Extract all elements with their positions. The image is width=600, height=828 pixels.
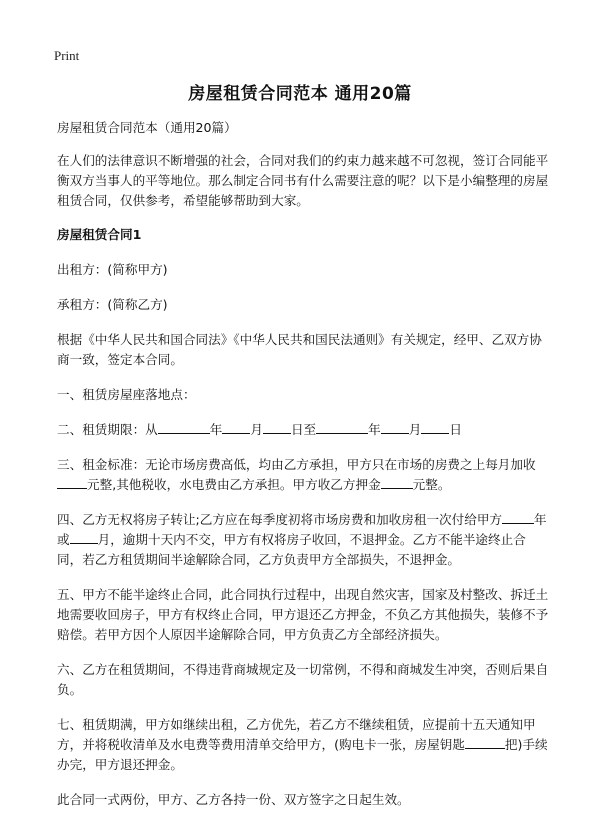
document-body xyxy=(57,118,549,810)
clause-expiry-part2: 把)手续办完，甲方退还押金。 xyxy=(57,737,548,772)
clause-expiry xyxy=(57,715,549,775)
clause-term-day2: 日 xyxy=(449,422,462,437)
blank-line xyxy=(502,510,534,524)
clause-rent-part1: 三、租金标准：无论市场房费高低，均由乙方承担，甲方只在市场的房费之上每月加收 xyxy=(57,457,536,472)
blank-line xyxy=(421,420,449,434)
clause-term xyxy=(57,420,549,440)
section-heading: 房屋租赁合同1 xyxy=(57,227,142,242)
blank-line xyxy=(465,735,505,749)
blank-line xyxy=(222,420,250,434)
blank-line xyxy=(263,420,291,434)
clause-termination: 五、甲方不能半途终止合同，此合同执行过程中，出现自然灾害，国家及村整改、拆迁土地需要收回房子，甲方有权终止合同，甲方退还乙方押金，不负乙方其他损失，装修不予赔偿。若甲方因个人原因半途解除合同，甲方负责乙方全部经济损失。 xyxy=(57,587,549,642)
clause-term-prefix: 二、租赁期限：从 xyxy=(57,422,158,437)
clause-term-month2: 月 xyxy=(408,422,422,437)
document-subtitle: 房屋租赁合同范本（通用20篇） xyxy=(57,120,237,135)
clause-rent xyxy=(57,455,549,495)
clause-location: 一、租赁房屋座落地点： xyxy=(57,387,196,402)
clause-term-year2: 年 xyxy=(368,422,381,437)
blank-line xyxy=(57,475,87,489)
blank-line xyxy=(158,420,210,434)
clause-term-day-to: 日至 xyxy=(290,422,317,437)
blank-line xyxy=(70,530,98,544)
blank-line xyxy=(381,420,409,434)
clause-transfer-year-or: 年或 xyxy=(57,512,547,547)
clause-transfer xyxy=(57,510,549,570)
clause-term-year: 年 xyxy=(209,422,223,437)
clause-transfer-part2: 月，逾期十天内不交，甲方有权将房子收回，不退押金。乙方不能半途终止合同，若乙方租赁期间半途解除合同，乙方负责甲方全部损失，不退押金。 xyxy=(57,532,526,567)
blank-line xyxy=(316,420,368,434)
clause-conduct: 六、乙方在租赁期间，不得违背商城规定及一切常例，不得和商城发生冲突，否则后果自负。 xyxy=(57,662,549,697)
intro-paragraph: 在人们的法律意识不断增强的社会，合同对我们的约束力越来越不可忽视，签订合同能平衡双方当事人的平等地位。那么制定合同书有什么需要注意的呢？以下是小编整理的房屋租赁合同，仅供参考，希望能够帮助到大家。 xyxy=(57,153,549,208)
clause-term-month: 月 xyxy=(250,422,263,437)
closing-paragraph: 此合同一式两份，甲方、乙方各持一份、双方签字之日起生效。 xyxy=(57,792,410,807)
clause-transfer-part1: 四、乙方无权将房子转让;乙方应在每季度初将市场房费和加收房租一次付给甲方 xyxy=(57,512,503,527)
blank-line xyxy=(381,475,413,489)
clause-expiry-part1: 七、租赁期满，甲方如继续出租，乙方优先，若乙方不继续租赁，应提前十五天通知甲方，并将税收清单及水电费等费用清单交给甲方，(购电卡一张，房屋钥匙 xyxy=(57,717,536,752)
lessee-line: 承租方：(简称乙方) xyxy=(57,297,168,312)
clause-rent-part2: 元整,其他税收，水电费由乙方承担。甲方收乙方押金 xyxy=(87,477,381,492)
legal-basis-paragraph: 根据《中华人民共和国合同法》《中华人民共和国民法通则》有关规定，经甲、乙双方协商一致，签定本合同。 xyxy=(57,332,542,367)
lessor-line: 出租方：(简称甲方) xyxy=(57,262,168,277)
clause-rent-part3: 元整。 xyxy=(412,477,451,492)
print-link[interactable]: Print xyxy=(54,48,80,63)
document-title: 房屋租赁合同范本 通用20篇 xyxy=(188,84,412,104)
